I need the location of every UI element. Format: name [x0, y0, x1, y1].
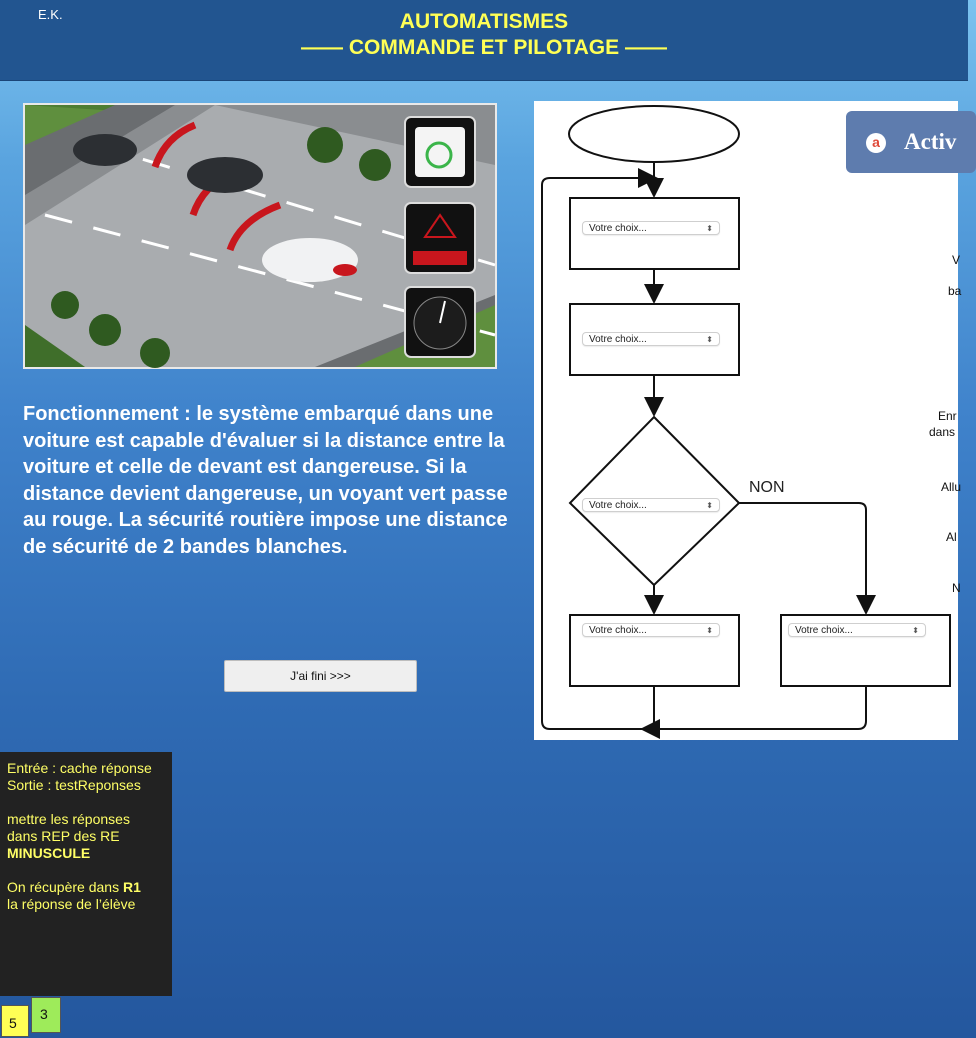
clipped-text-2: ba: [948, 284, 962, 298]
notes-bold-word: MINUSCULE: [7, 845, 91, 861]
notes-line: mettre les réponses: [7, 811, 130, 827]
notes-line: Sortie : testReponses: [7, 777, 141, 793]
choice-select-5[interactable]: [788, 623, 926, 637]
page-title: AUTOMATISMES: [399, 10, 569, 33]
activ-logo-icon: a: [866, 133, 886, 153]
choice-select-4[interactable]: [582, 623, 720, 637]
choice-select-2[interactable]: [582, 332, 720, 346]
clipped-text-6: Al: [946, 530, 957, 544]
choice-select-4-value: Votre choix...: [589, 625, 647, 636]
flowchart-panel: [534, 101, 962, 740]
choice-select-2-value: Votre choix...: [589, 334, 647, 345]
choice-select-1[interactable]: [582, 221, 720, 235]
choice-select-3[interactable]: [582, 498, 720, 512]
clipped-text-4: dans: [929, 425, 956, 439]
finish-button[interactable]: J'ai fini >>>: [224, 660, 417, 692]
adas-illustration: [23, 103, 497, 369]
counter-badge-yellow: 5: [1, 1005, 29, 1037]
select-arrows-icon: ⬍: [706, 224, 713, 233]
page-subtitle: —— COMMANDE ET PILOTAGE ——: [301, 36, 667, 59]
select-arrows-icon: ⬍: [912, 626, 919, 635]
select-arrows-icon: ⬍: [706, 501, 713, 510]
clipped-text-7: N: [952, 581, 961, 595]
clipped-text-1: V: [952, 253, 961, 267]
notes-line: dans REP des RE: [7, 828, 120, 844]
activ-label: Activ: [904, 129, 957, 154]
choice-select-3-value: Votre choix...: [589, 500, 647, 511]
select-arrows-icon: ⬍: [706, 335, 713, 344]
clipped-text-3: Enr: [938, 409, 957, 423]
notes-line: Entrée : cache réponse: [7, 760, 152, 776]
author-initials: E.K.: [38, 7, 63, 22]
highway-scene-image: [25, 105, 495, 367]
choice-select-5-value: Votre choix...: [795, 625, 853, 636]
clipped-text-5: Allu: [941, 480, 962, 494]
header-bar: [0, 0, 968, 81]
notes-line: On récupère dans: [7, 879, 123, 895]
non-branch-label: NON: [749, 479, 785, 496]
flowchart-diagram: [534, 101, 961, 740]
notes-bold-word: R1: [122, 879, 141, 895]
activ-banner: [846, 111, 976, 173]
teacher-notes-panel: [0, 752, 172, 996]
notes-line: la réponse de l’élève: [7, 896, 136, 912]
select-arrows-icon: ⬍: [706, 626, 713, 635]
counter-badge-green: 3: [31, 997, 61, 1033]
description-text: Fonctionnement : le système embarqué dans une voiture est capable d'évaluer si la distance entre la voiture et celle de devant est dangereuse. Si la distance devient dangereuse, un voyant vert passe au rouge. La sécurité routière impose une distance de sécurité de 2 bandes blanches.: [23, 403, 508, 558]
choice-select-1-value: Votre choix...: [589, 223, 647, 234]
